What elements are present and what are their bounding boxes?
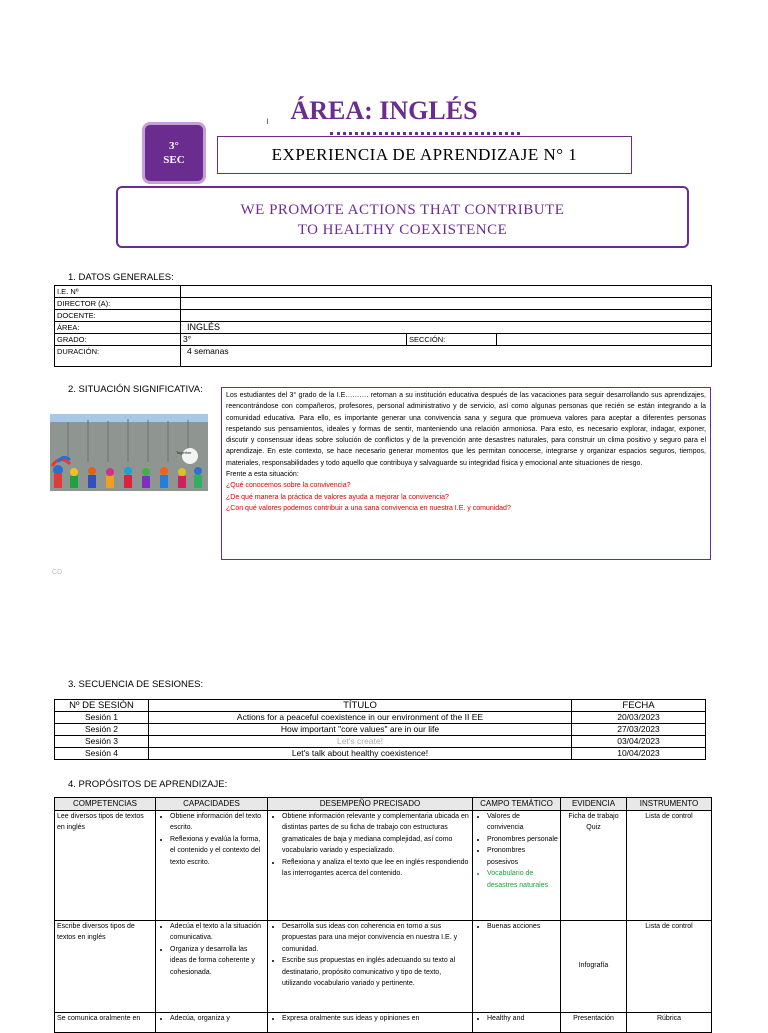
column-header: EVIDENCIA [561,798,627,811]
capacidades-cell [156,1012,268,1032]
campo-cell [473,1012,561,1032]
table-row [55,310,712,322]
photo-caption: Together [176,450,192,455]
evidencia-cell: Infografía [561,920,627,1012]
list-item: • Organiza y desarrolla las ideas de forma coherente y cohesionada. [170,944,265,979]
datos-value: INGLÉS [181,322,712,334]
datos-table [54,285,712,367]
session-number: Sesión 1 [55,712,149,724]
session-number: Sesión 3 [55,736,149,748]
grade-badge [142,122,206,184]
table-row [55,334,712,346]
list-item: • Adecúa el texto a la situación comunicativa. [170,921,265,944]
session-title: Let's create! [149,736,572,748]
column-header: CAPACIDADES [156,798,268,811]
secuencia-heading: 3. SECUENCIA DE SESIONES: [68,679,204,690]
theme-line-2: TO HEALTHY COEXISTENCE [297,222,508,238]
list-item: • Adecúa, organiza y [170,1013,265,1025]
datos-label: DIRECTOR (A): [55,298,181,310]
title-underline [330,128,520,135]
competencia-cell: Lee diversos tipos de textos en inglés [55,810,156,920]
evidencia-cell: Presentación [561,1012,627,1032]
column-header: Nº DE SESIÓN [55,700,149,712]
column-header: INSTRUMENTO [627,798,712,811]
list-item: • Valores de convivencia [487,811,558,834]
list-item: • Obtiene información relevante y complementaria ubicada en distintas partes de su ficha de trabajo con estructuras gramaticales de baja y mediana complejidad, así como vocabulario variado y especializado. [282,811,470,857]
session-number: Sesión 2 [55,724,149,736]
experience-theme-box [116,186,689,248]
datos-heading: 1. DATOS GENERALES: [68,272,174,283]
situacion-frente: Frente a esta situación: [226,471,299,479]
situacion-question: ¿De qué manera la práctica de valores ayuda a mejorar la convivencia? [226,493,449,501]
desempeno-cell [268,1012,473,1032]
instrumento-cell: Lista de control [627,810,712,920]
table-row [55,736,706,748]
session-date: 27/03/2023 [572,724,706,736]
session-date: 10/04/2023 [572,748,706,760]
datos-value [497,334,712,346]
table-row [55,810,712,920]
list-item: • Buenas acciones [487,921,558,933]
secuencia-table [54,699,706,760]
table-header-row [55,700,706,712]
list-item: • Desarrolla sus ideas con coherencia en torno a sus propuestas para una mejor convivencia en nuestra I.E. y comunidad. [282,921,470,956]
datos-value [181,298,712,310]
list-item: • Obtiene información del texto escrito. [170,811,265,834]
propositos-heading: 4. PROPÓSITOS DE APRENDIZAJE: [68,779,228,790]
desempeno-cell [268,810,473,920]
column-header: COMPETENCIAS [55,798,156,811]
situacion-heading: 2. SITUACIÓN SIGNIFICATIVA: [68,384,203,395]
campo-cell [473,810,561,920]
capacidades-cell [156,810,268,920]
list-item: • Pronombres posesivos [487,845,558,868]
table-row [55,322,712,334]
datos-value [181,310,712,322]
capacidades-cell [156,920,268,1012]
mural-image [50,414,208,491]
area-title: ÁREA: INGLÉS [290,96,478,125]
datos-label: I.E. Nº [55,286,181,298]
situacion-question: ¿Con qué valores podemos contribuir a una sana convivencia en nuestra I.E. y comunidad? [226,504,511,512]
session-title: Let's talk about healthy coexistence! [149,748,572,760]
grade-badge-grade: 3° [169,140,179,152]
table-header-row [55,798,712,811]
desempeno-cell [268,920,473,1012]
decorative-mark: ı [266,116,269,127]
column-header: DESEMPEÑO PRECISADO [268,798,473,811]
list-item: • Pronombres personale [487,834,558,846]
list-item: • Vocabulario de desastres naturales [487,868,558,891]
datos-label: ÁREA: [55,322,181,334]
situacion-paragraph: Los estudiantes del 3° grado de la I.E………. retornan a su institución educativa después de las vacaciones para seguir desarrollando sus aprendizajes, reencontrándose con compañeros, profesores, personal administrativo y de servicio, así como algunas personas que recién se están integrando a la comunidad educativa. Para ello, es importante generar una convivencia sana y segura que promueva valores para aceptar a diferentes personas respetando sus pensamientos, ideales y formas de sentir, manteniendo una relación armoniosa. Para esto, es necesario explorar, indagar, exponer, discutir y consensuar ideas sobre solución de conflictos y de la prevención ante desastres naturales, para construir un clima positivo y seguro para el aprendizaje. En este contexto, se hace necesario generar momentos que les permitan conocerse, integrarse y organizar espacios seguros, tiempos, materiales, responsabilidades y todo aquello que contribuya y salvaguarde su integridad física y emocional ante situaciones de riesgo. [226,392,706,467]
table-row [55,724,706,736]
datos-label: SECCIÓN: [407,334,497,346]
datos-value [181,286,712,298]
table-row [55,1012,712,1032]
campo-cell [473,920,561,1012]
theme-line-1: WE PROMOTE ACTIONS THAT CONTRIBUTE [240,202,565,218]
session-title: Actions for a peaceful coexistence in our environment of the II EE [149,712,572,724]
table-row [55,286,712,298]
competencia-cell: Se comunica oralmente en [55,1012,156,1032]
datos-value: 4 semanas [181,346,712,367]
list-item: • Reflexiona y analiza el texto que lee en inglés respondiendo las interrogantes acerca del contenido. [282,857,470,880]
instrumento-cell: Rúbrica [627,1012,712,1032]
column-header: CAMPO TEMÁTICO [473,798,561,811]
list-item: • Escribe sus propuestas en inglés adecuando su texto al destinatario, propósito comunicativo y tipo de texto, utilizando vocabulario variado y pertinente. [282,955,470,990]
session-date: 03/04/2023 [572,736,706,748]
situacion-question: ¿Qué conocemos sobre la convivencia? [226,482,351,490]
list-item: • Expresa oralmente sus ideas y opiniones en [282,1013,470,1025]
coexistence-photo [50,414,208,491]
table-row [55,346,712,367]
table-row [55,920,712,1012]
datos-label: GRADO: [55,334,181,346]
datos-label: DOCENTE: [55,310,181,322]
column-header: TÍTULO [149,700,572,712]
session-date: 20/03/2023 [572,712,706,724]
experiencia-title: EXPERIENCIA DE APRENDIZAJE N° 1 [217,136,632,174]
table-row [55,298,712,310]
propositos-table [54,797,712,1033]
list-item: • Reflexiona y evalúa la forma, el contenido y el contexto del texto escrito. [170,834,265,869]
list-item: • Healthy and [487,1013,558,1025]
table-row [55,712,706,724]
table-row [55,748,706,760]
instrumento-cell: Lista de control [627,920,712,1012]
grade-badge-level: SEC [163,154,185,166]
datos-label: DURACIÓN: [55,346,181,367]
datos-value: 3° [181,334,407,346]
stray-text: CD [52,569,63,576]
session-title: How important "core values" are in our life [149,724,572,736]
session-number: Sesión 4 [55,748,149,760]
situacion-box [221,387,711,560]
competencia-cell: Escribe diversos tipos de textos en inglés [55,920,156,1012]
evidencia-cell: Ficha de trabajo Quiz [561,810,627,920]
column-header: FECHA [572,700,706,712]
